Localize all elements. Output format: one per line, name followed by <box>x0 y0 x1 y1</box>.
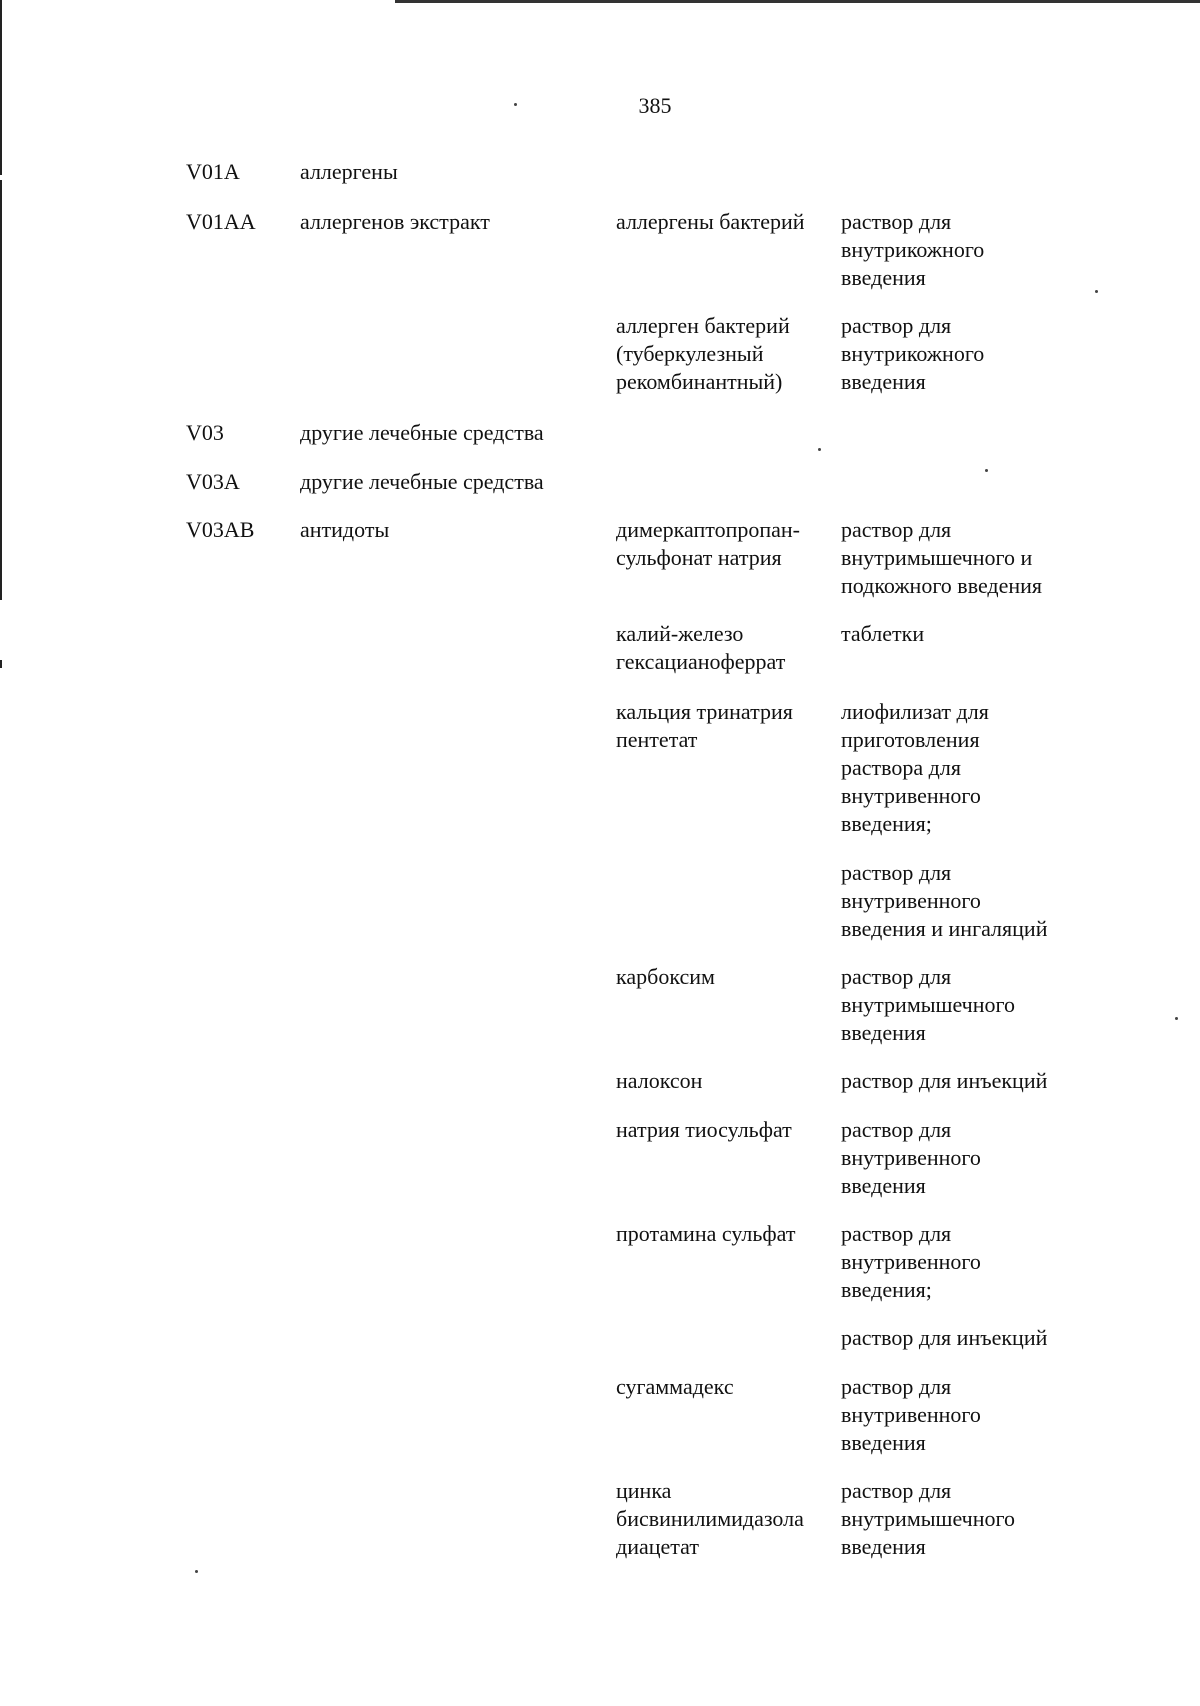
atc-group: аллергенов экстракт <box>300 209 490 234</box>
drug-name: аллерген бактерий (туберкулезный рекомбинантный) <box>616 313 790 394</box>
left-edge-mark <box>0 180 2 600</box>
scan-speck <box>1175 1017 1178 1020</box>
atc-code: V03AB <box>186 517 255 542</box>
dosage-form: раствор для внутримышечного введения <box>841 1478 1015 1559</box>
scan-speck <box>985 469 988 472</box>
atc-code: V03A <box>186 469 240 494</box>
drug-name: аллергены бактерий <box>616 209 805 234</box>
drug-name: калий-железо гексацианоферрат <box>616 621 786 674</box>
atc-group: другие лечебные средства <box>300 420 544 445</box>
page-number: 385 <box>638 93 672 118</box>
drug-name: карбоксим <box>616 964 715 989</box>
drug-name: протамина сульфат <box>616 1221 796 1246</box>
dosage-form: раствор для внутримышечного введения <box>841 964 1015 1045</box>
dosage-form: раствор для внутривенного введения; <box>841 1221 981 1302</box>
atc-group: другие лечебные средства <box>300 469 544 494</box>
dosage-form: таблетки <box>841 621 925 646</box>
dosage-form: раствор для внутрикожного введения <box>841 209 985 290</box>
drug-name: налоксон <box>616 1068 703 1093</box>
dosage-form: раствор для внутривенного введения <box>841 1117 981 1198</box>
atc-code: V01AA <box>186 209 256 234</box>
drug-name: натрия тиосульфат <box>616 1117 792 1142</box>
left-edge-mark <box>0 660 2 668</box>
drug-name: цинка бисвинилимидазола диацетат <box>616 1478 804 1559</box>
atc-code: V03 <box>186 420 224 445</box>
dosage-form: раствор для внутрикожного введения <box>841 313 985 394</box>
atc-code: V01A <box>186 159 240 184</box>
dosage-form: раствор для инъекций <box>841 1068 1048 1093</box>
scan-speck <box>1095 290 1098 293</box>
atc-group: аллергены <box>300 159 398 184</box>
scan-speck <box>818 448 821 451</box>
drug-name: сугаммадекс <box>616 1374 734 1399</box>
dosage-form: раствор для внутривенного введения и ингаляций <box>841 860 1048 941</box>
dosage-form: раствор для внутримышечного и подкожного введения <box>841 517 1043 598</box>
drug-name: димеркаптопропан- сульфонат натрия <box>616 517 800 570</box>
left-edge-mark <box>0 0 2 175</box>
dosage-form: раствор для внутривенного введения <box>841 1374 981 1455</box>
drug-name: кальция тринатрия пентетат <box>616 699 793 752</box>
dosage-form: лиофилизат для приготовления раствора для внутривенного введения; <box>841 699 989 836</box>
dosage-form: раствор для инъекций <box>841 1325 1048 1350</box>
scan-speck <box>195 1570 198 1573</box>
top-rule <box>395 0 1200 3</box>
atc-group: антидоты <box>300 517 390 542</box>
